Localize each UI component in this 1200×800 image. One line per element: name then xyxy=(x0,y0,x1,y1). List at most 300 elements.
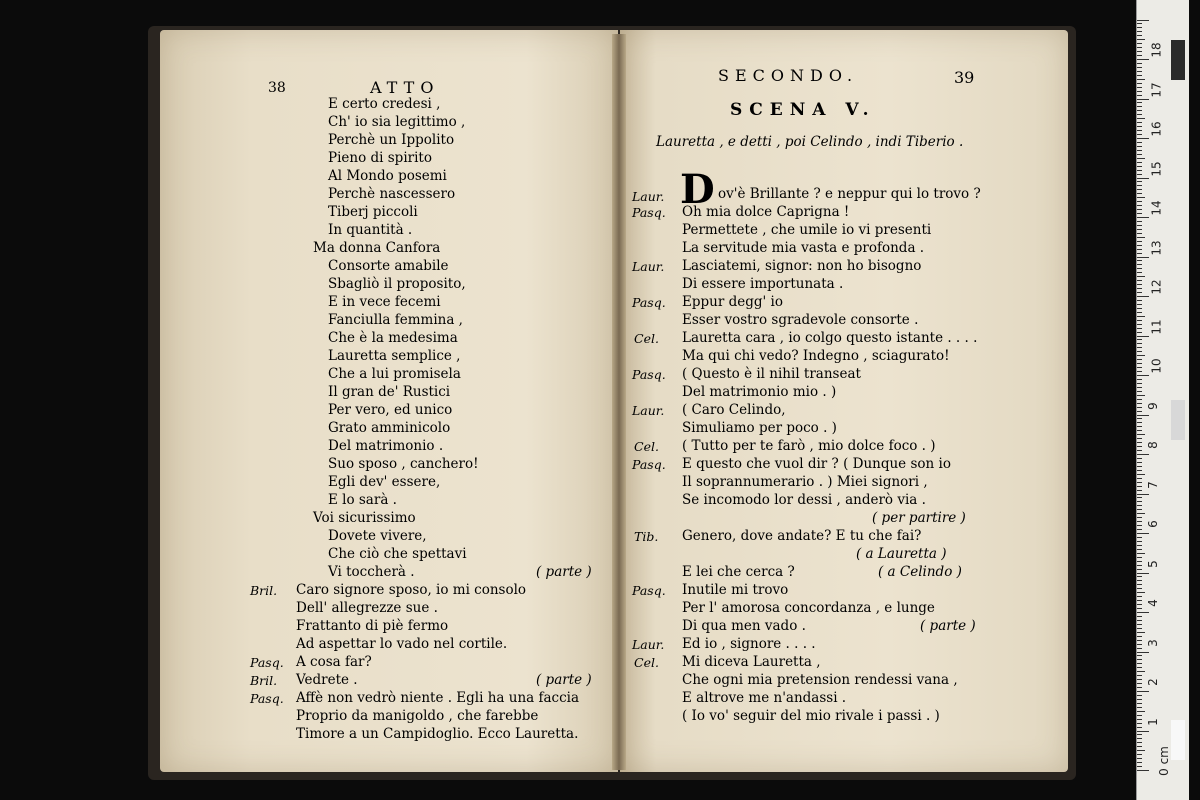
ruler-tick xyxy=(1137,407,1142,408)
text-line: Dell' allegrezze sue . xyxy=(296,600,438,616)
text-line: Consorte amabile xyxy=(328,258,449,274)
text-line: Inutile mi trovo xyxy=(682,582,789,598)
ruler-tick xyxy=(1137,430,1142,431)
text-line: Che è la medesima xyxy=(328,330,458,346)
ruler-tick xyxy=(1137,276,1145,277)
ruler-tick xyxy=(1137,442,1142,443)
ruler-tick xyxy=(1137,158,1145,159)
ruler-tick xyxy=(1137,95,1142,96)
ruler-number: 17 xyxy=(1149,81,1164,98)
ruler-tick xyxy=(1137,592,1145,593)
speaker-label: Pasq. xyxy=(250,691,284,706)
ruler-tick xyxy=(1137,719,1142,720)
ruler-tick xyxy=(1137,703,1142,704)
ruler-tick xyxy=(1137,351,1142,352)
speaker-label: Pasq. xyxy=(632,583,666,598)
ruler-tick xyxy=(1137,154,1142,155)
ruler-number: 3 xyxy=(1145,638,1160,647)
left-running-head: ATTO xyxy=(370,78,440,97)
ruler-tick xyxy=(1137,209,1142,210)
ruler-tick xyxy=(1137,27,1142,28)
text-line: ( Questo è il nihil transeat xyxy=(682,366,861,382)
text-line: E altrove me n'andassi . xyxy=(682,690,847,706)
ruler-tick xyxy=(1137,363,1142,364)
text-line: Che ciò che spettavi xyxy=(328,546,467,562)
ruler-tick xyxy=(1137,509,1142,510)
text-line: Permettete , che umile io vi presenti xyxy=(682,222,932,238)
ruler-tick xyxy=(1137,462,1142,463)
ruler-tick xyxy=(1137,612,1149,613)
ruler-tick xyxy=(1137,312,1142,313)
ruler-tick xyxy=(1137,675,1142,676)
text-line: Vi toccherà . xyxy=(328,564,415,580)
speaker-label: Bril. xyxy=(250,583,278,598)
ruler-tick xyxy=(1137,553,1145,554)
text-line: ov'è Brillante ? e neppur qui lo trovo ? xyxy=(718,186,981,202)
ruler-tick xyxy=(1137,138,1149,139)
ruler-tick xyxy=(1137,71,1142,72)
ruler-tick xyxy=(1137,142,1142,143)
ruler-tick xyxy=(1137,221,1142,222)
ruler-tick xyxy=(1137,727,1142,728)
ruler-tick xyxy=(1137,565,1142,566)
ruler-tick xyxy=(1137,525,1142,526)
ruler-tick xyxy=(1137,355,1145,356)
ruler-tick xyxy=(1137,59,1149,60)
text-line: Esser vostro sgradevole consorte . xyxy=(682,312,919,328)
ruler-tick xyxy=(1137,490,1142,491)
ruler-tick xyxy=(1137,91,1142,92)
ruler-tick xyxy=(1137,652,1149,653)
ruler-tick xyxy=(1137,537,1142,538)
ruler-tick xyxy=(1137,573,1149,574)
text-line: Lauretta cara , io colgo questo istante . . . . xyxy=(682,330,978,346)
left-page-number: 38 xyxy=(268,80,286,96)
ruler-tick xyxy=(1137,383,1142,384)
text-line: Di essere importunata . xyxy=(682,276,844,292)
ruler-tick xyxy=(1137,316,1145,317)
ruler-tick xyxy=(1137,470,1142,471)
ruler-tick xyxy=(1137,679,1142,680)
ruler-tick xyxy=(1137,229,1142,230)
ruler-tick xyxy=(1137,497,1142,498)
text-line: In quantità . xyxy=(328,222,413,238)
ruler-tick xyxy=(1137,134,1142,135)
text-line: A cosa far? xyxy=(296,654,372,670)
ruler-tick xyxy=(1137,628,1142,629)
ruler-tick xyxy=(1137,308,1142,309)
ruler-tick xyxy=(1137,576,1142,577)
ruler-tick xyxy=(1137,478,1142,479)
ruler-tick xyxy=(1137,399,1142,400)
ruler-tick xyxy=(1137,272,1142,273)
ruler-tick xyxy=(1137,486,1142,487)
ruler-tick xyxy=(1137,118,1145,119)
ruler-tick xyxy=(1137,695,1142,696)
text-line: Ed io , signore . . . . xyxy=(682,636,816,652)
ruler-tick xyxy=(1137,114,1142,115)
ruler-tick xyxy=(1137,671,1145,672)
ruler-tick xyxy=(1137,178,1149,179)
ruler-tick xyxy=(1137,545,1142,546)
text-line: E lo sarà . xyxy=(328,492,397,508)
speaker-label: Laur. xyxy=(632,403,665,418)
ruler-tick xyxy=(1137,450,1142,451)
text-line: Per l' amorosa concordanza , e lunge xyxy=(682,600,935,616)
ruler-tick xyxy=(1137,253,1142,254)
ruler-tick xyxy=(1137,699,1142,700)
ruler-tick xyxy=(1137,343,1142,344)
ruler-tick xyxy=(1137,20,1149,21)
ruler-tick xyxy=(1137,166,1142,167)
text-line: ( parte ) xyxy=(536,564,592,580)
right-running-head: SECONDO. xyxy=(718,66,859,85)
text-line: Ch' io sia legittimo , xyxy=(328,114,466,130)
text-line: E in vece fecemi xyxy=(328,294,441,310)
ruler-tick xyxy=(1137,454,1149,455)
text-line: Il gran de' Rustici xyxy=(328,384,451,400)
ruler-number: 0 cm xyxy=(1156,746,1171,776)
text-line: ( Tutto per te farò , mio dolce foco . ) xyxy=(682,438,936,454)
ruler-tick xyxy=(1137,734,1142,735)
speaker-label: Pasq. xyxy=(632,367,666,382)
ruler-tick xyxy=(1137,296,1149,297)
ruler-number: 7 xyxy=(1145,480,1160,489)
ruler-tick xyxy=(1137,750,1145,751)
text-line: Se incomodo lor dessi , anderò via . xyxy=(682,492,926,508)
text-line: Ma qui chi vedo? Indegno , sciagurato! xyxy=(682,348,950,364)
ruler-tick xyxy=(1137,126,1142,127)
text-line: E certo credesi , xyxy=(328,96,441,112)
ruler-tick xyxy=(1137,584,1142,585)
ruler-tick xyxy=(1137,529,1142,530)
ruler-tick xyxy=(1137,122,1142,123)
text-line: ( a Lauretta ) xyxy=(856,546,947,562)
ruler-tick xyxy=(1137,367,1142,368)
ruler-tick xyxy=(1137,580,1142,581)
speaker-label: Cel. xyxy=(634,655,659,670)
ruler-tick xyxy=(1137,320,1142,321)
text-line: Grato amminicolo xyxy=(328,420,451,436)
scene-title: SCENA V. xyxy=(730,100,876,120)
ruler-tick xyxy=(1137,683,1142,684)
speaker-label: Pasq. xyxy=(632,295,666,310)
text-line: Il soprannumerario . ) Miei signori , xyxy=(682,474,928,490)
speaker-label: Tib. xyxy=(634,529,659,544)
text-line: Simuliamo per poco . ) xyxy=(682,420,837,436)
ruler-tick xyxy=(1137,347,1142,348)
ruler-tick xyxy=(1137,328,1142,329)
ruler-tick xyxy=(1137,723,1142,724)
ruler-tick xyxy=(1137,644,1142,645)
text-line: Perchè nascessero xyxy=(328,186,456,202)
ruler-tick xyxy=(1137,446,1142,447)
ruler-swatch-white xyxy=(1171,720,1185,760)
speaker-label: Bril. xyxy=(250,673,278,688)
ruler-tick xyxy=(1137,541,1142,542)
ruler-tick xyxy=(1137,336,1149,337)
ruler-tick xyxy=(1137,620,1142,621)
ruler-tick xyxy=(1137,245,1142,246)
ruler-number: 1 xyxy=(1145,717,1160,726)
ruler-tick xyxy=(1137,324,1142,325)
ruler-tick xyxy=(1137,655,1142,656)
text-line: Proprio da manigoldo , che farebbe xyxy=(296,708,539,724)
ruler-tick xyxy=(1137,130,1142,131)
text-line: Mi diceva Lauretta , xyxy=(682,654,821,670)
ruler-tick xyxy=(1137,501,1142,502)
text-line: Che a lui promisela xyxy=(328,366,461,382)
ruler-number: 10 xyxy=(1149,358,1164,374)
ruler-tick xyxy=(1137,458,1142,459)
ruler-tick xyxy=(1137,742,1142,743)
ruler-tick xyxy=(1137,43,1142,44)
ruler-tick xyxy=(1137,31,1142,32)
text-line: Di qua men vado . xyxy=(682,618,806,634)
ruler-tick xyxy=(1137,185,1142,186)
text-line: Timore a un Campidoglio. Ecco Lauretta. xyxy=(296,726,579,742)
ruler-tick xyxy=(1137,426,1142,427)
ruler-tick xyxy=(1137,403,1142,404)
ruler-tick xyxy=(1137,379,1142,380)
ruler-tick xyxy=(1137,608,1142,609)
ruler-tick xyxy=(1137,225,1142,226)
ruler-tick xyxy=(1137,395,1145,396)
text-line: Fanciulla femmina , xyxy=(328,312,463,328)
ruler-tick xyxy=(1137,264,1142,265)
text-line: Ad aspettar lo vado nel cortile. xyxy=(296,636,508,652)
ruler-tick xyxy=(1137,557,1142,558)
ruler-number: 11 xyxy=(1149,318,1164,335)
ruler-tick xyxy=(1137,284,1142,285)
ruler-tick xyxy=(1137,213,1142,214)
ruler-tick xyxy=(1137,170,1142,171)
text-line: ( Io vo' seguir del mio rivale i passi . ) xyxy=(682,708,940,724)
ruler-tick xyxy=(1137,438,1142,439)
ruler-tick xyxy=(1137,189,1142,190)
ruler-tick xyxy=(1137,193,1142,194)
ruler-tick xyxy=(1137,260,1142,261)
ruler-tick xyxy=(1137,233,1142,234)
speaker-label: Pasq. xyxy=(632,457,666,472)
ruler-tick xyxy=(1137,241,1142,242)
ruler-tick xyxy=(1137,758,1142,759)
ruler-tick xyxy=(1137,304,1142,305)
ruler-number: 18 xyxy=(1149,42,1164,58)
ruler-tick xyxy=(1137,79,1145,80)
ruler-tick xyxy=(1137,391,1142,392)
text-line: ( parte ) xyxy=(536,672,592,688)
ruler-tick xyxy=(1137,600,1142,601)
ruler-tick xyxy=(1137,415,1149,416)
speaker-label: Laur. xyxy=(632,637,665,652)
ruler-tick xyxy=(1137,418,1142,419)
ruler-tick xyxy=(1137,387,1142,388)
ruler-tick xyxy=(1137,375,1149,376)
ruler-swatch-black xyxy=(1171,40,1185,80)
ruler-tick xyxy=(1137,691,1149,692)
ruler-tick xyxy=(1137,288,1142,289)
ruler-number: 13 xyxy=(1149,239,1164,256)
ruler-tick xyxy=(1137,731,1149,732)
ruler-tick xyxy=(1137,411,1142,412)
ruler-number: 15 xyxy=(1149,160,1164,177)
ruler-number: 4 xyxy=(1145,599,1160,607)
ruler-tick xyxy=(1137,35,1142,36)
ruler-tick xyxy=(1137,766,1142,767)
text-line: ( Caro Celindo, xyxy=(682,402,786,418)
ruler-tick xyxy=(1137,51,1142,52)
ruler-tick xyxy=(1137,99,1149,100)
ruler-tick xyxy=(1137,482,1142,483)
ruler-tick xyxy=(1137,300,1142,301)
speaker-label: Laur. xyxy=(632,259,665,274)
text-line: Pieno di spirito xyxy=(328,150,432,166)
ruler-tick xyxy=(1137,505,1142,506)
text-line: Per vero, ed unico xyxy=(328,402,453,418)
ruler-tick xyxy=(1137,181,1142,182)
ruler-tick xyxy=(1137,39,1145,40)
speaker-label: Cel. xyxy=(634,439,659,454)
speaker-label: Cel. xyxy=(634,331,659,346)
text-line: Affè non vedrò niente . Egli ha una faccia xyxy=(296,690,580,706)
ruler-tick xyxy=(1137,434,1145,435)
ruler-tick xyxy=(1137,604,1142,605)
ruler-tick xyxy=(1137,67,1142,68)
ruler-tick xyxy=(1137,23,1142,24)
ruler-tick xyxy=(1137,55,1142,56)
ruler-tick xyxy=(1137,249,1142,250)
text-line: Del matrimonio . xyxy=(328,438,444,454)
speaker-label: Laur. xyxy=(632,189,665,204)
text-line: Che ogni mia pretension rendessi vana , xyxy=(682,672,958,688)
ruler-tick xyxy=(1137,596,1142,597)
ruler-tick xyxy=(1137,174,1142,175)
text-line: Eppur degg' io xyxy=(682,294,783,310)
text-line: ( parte ) xyxy=(920,618,976,634)
ruler-tick xyxy=(1137,201,1142,202)
ruler-tick xyxy=(1137,339,1142,340)
ruler-tick xyxy=(1137,754,1142,755)
ruler-tick xyxy=(1137,162,1142,163)
text-line: Perchè un Ippolito xyxy=(328,132,455,148)
text-line: Frattanto di piè fermo xyxy=(296,618,449,634)
ruler-tick xyxy=(1137,371,1142,372)
text-line: Al Mondo posemi xyxy=(328,168,447,184)
ruler-tick xyxy=(1137,359,1142,360)
ruler-tick xyxy=(1137,513,1145,514)
drop-cap: D xyxy=(680,166,715,213)
ruler-tick xyxy=(1137,197,1145,198)
ruler-tick xyxy=(1137,102,1142,103)
speaker-label: Pasq. xyxy=(250,655,284,670)
ruler-tick xyxy=(1137,715,1142,716)
ruler-tick xyxy=(1137,280,1142,281)
text-line: Dovete vivere, xyxy=(328,528,427,544)
ruler-tick xyxy=(1137,422,1142,423)
scene-characters: Lauretta , e detti , poi Celindo , indi Tiberio . xyxy=(656,134,964,150)
ruler-tick xyxy=(1137,588,1142,589)
ruler-tick xyxy=(1137,237,1145,238)
text-line: Caro signore sposo, io mi consolo xyxy=(296,582,527,598)
ruler-tick xyxy=(1137,762,1142,763)
ruler-tick xyxy=(1137,106,1142,107)
ruler-number: 8 xyxy=(1145,441,1160,449)
ruler-number: 9 xyxy=(1145,401,1160,410)
ruler-number: 2 xyxy=(1145,678,1160,686)
right-page-number: 39 xyxy=(954,68,975,87)
ruler-tick xyxy=(1137,659,1142,660)
ruler-tick xyxy=(1137,474,1145,475)
ruler-tick xyxy=(1137,561,1142,562)
ruler-tick xyxy=(1137,494,1149,495)
ruler-tick xyxy=(1137,746,1142,747)
ruler-tick xyxy=(1137,616,1142,617)
ruler-tick xyxy=(1137,640,1142,641)
ruler-tick xyxy=(1137,466,1142,467)
ruler-tick xyxy=(1137,75,1142,76)
ruler-tick xyxy=(1137,205,1142,206)
text-line: Egli dev' essere, xyxy=(328,474,441,490)
text-line: La servitude mia vasta e profonda . xyxy=(682,240,925,256)
ruler-tick xyxy=(1137,636,1142,637)
ruler-tick xyxy=(1137,632,1145,633)
text-line: Lauretta semplice , xyxy=(328,348,461,364)
text-line: ( per partire ) xyxy=(872,510,966,526)
text-line: Suo sposo , canchero! xyxy=(328,456,479,472)
ruler-tick xyxy=(1137,738,1142,739)
ruler-number: 14 xyxy=(1149,200,1164,216)
text-line: ( a Celindo ) xyxy=(878,564,962,580)
text-line: Voi sicurissimo xyxy=(313,510,416,526)
ruler-tick xyxy=(1137,268,1142,269)
ruler-tick xyxy=(1137,83,1142,84)
ruler-tick xyxy=(1137,687,1142,688)
ruler-number: 16 xyxy=(1149,121,1164,137)
ruler-tick xyxy=(1137,663,1142,664)
text-line: E questo che vuol dir ? ( Dunque son io xyxy=(682,456,951,472)
ruler-tick xyxy=(1137,292,1142,293)
text-line: Oh mia dolce Caprigna ! xyxy=(682,204,850,220)
text-line: Tiberj piccoli xyxy=(328,204,418,220)
ruler-tick xyxy=(1137,624,1142,625)
text-line: Sbagliò il proposito, xyxy=(328,276,466,292)
ruler-number: 12 xyxy=(1149,279,1164,295)
ruler-number: 6 xyxy=(1145,520,1160,528)
ruler-tick xyxy=(1137,150,1142,151)
ruler-tick xyxy=(1137,569,1142,570)
ruler-tick xyxy=(1137,711,1145,712)
ruler-tick xyxy=(1137,110,1142,111)
ruler-tick xyxy=(1137,521,1142,522)
text-line: Del matrimonio mio . ) xyxy=(682,384,837,400)
ruler-tick xyxy=(1137,517,1142,518)
measurement-ruler xyxy=(1136,0,1189,800)
ruler-number: 5 xyxy=(1145,559,1160,568)
ruler-tick xyxy=(1137,770,1149,771)
text-line: Lasciatemi, signor: non ho bisogno xyxy=(682,258,922,274)
ruler-tick xyxy=(1137,707,1142,708)
ruler-tick xyxy=(1137,332,1142,333)
ruler-tick xyxy=(1137,47,1142,48)
ruler-tick xyxy=(1137,533,1149,534)
ruler-tick xyxy=(1137,217,1149,218)
text-line: Genero, dove andate? E tu che fai? xyxy=(682,528,922,544)
ruler-tick xyxy=(1137,648,1142,649)
ruler-tick xyxy=(1137,146,1142,147)
ruler-tick xyxy=(1137,667,1142,668)
ruler-tick xyxy=(1137,257,1149,258)
